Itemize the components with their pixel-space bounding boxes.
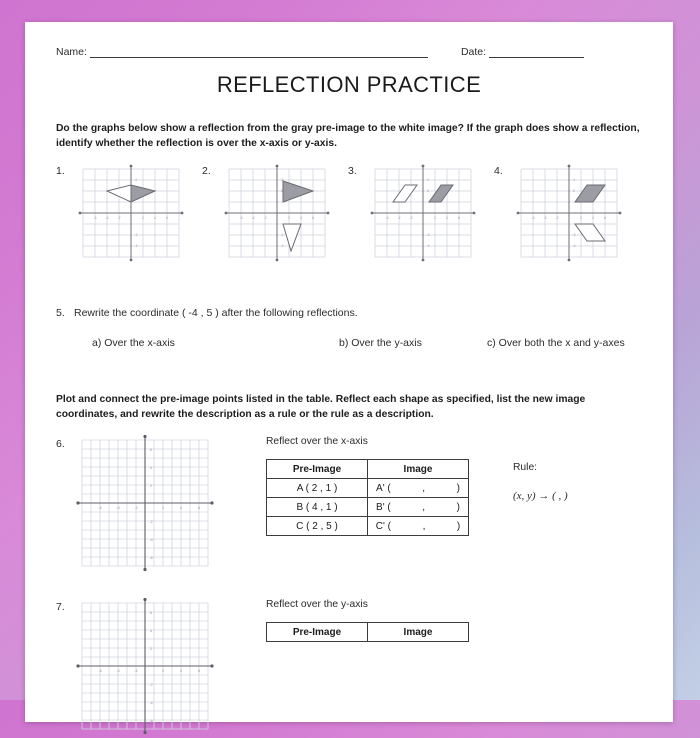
svg-text:-6: -6: [98, 506, 102, 511]
svg-text:-2: -2: [280, 233, 284, 238]
svg-text:-4: -4: [543, 216, 547, 221]
table-row: [267, 498, 469, 517]
question-6-rule-expression[interactable]: (x, y) → ( , ): [513, 490, 568, 503]
svg-text:2: 2: [288, 216, 290, 221]
svg-text:-6: -6: [149, 556, 153, 561]
question-5-option-c[interactable]: c) Over both the x and y-axes: [487, 337, 625, 350]
graph-canvas-3[interactable]: [364, 163, 482, 263]
section1-instruction: Do the graphs below show a reflection from the gray pre-image to the white image? If the graph does show a reflection, identify whether the reflection is over the x-axis or y-axis.: [56, 123, 640, 149]
image-cell-c-comma: ,: [422, 520, 426, 532]
svg-text:4: 4: [150, 629, 152, 634]
question-6-grid[interactable]: [74, 436, 224, 575]
svg-text:4: 4: [427, 178, 429, 183]
name-label: Name:: [56, 46, 87, 58]
graph-canvas-4[interactable]: [510, 163, 628, 263]
question-6-reflect-label: Reflect over the x-axis: [266, 436, 368, 448]
date-label: Date:: [460, 46, 487, 58]
graph-item-3: [348, 163, 494, 263]
svg-text:-4: -4: [116, 669, 120, 674]
svg-text:6: 6: [198, 506, 200, 511]
image-cell-b-close: ): [456, 501, 460, 513]
image-cell-b-prefix: B' (: [376, 501, 391, 513]
question-5-option-b[interactable]: b) Over the y-axis: [339, 337, 422, 350]
image-cell-a-comma: ,: [422, 482, 426, 494]
question-6-table: [266, 459, 469, 536]
column-header-image: Image: [368, 623, 469, 642]
svg-text:-4: -4: [149, 538, 153, 543]
shape-white-parallelogram: [393, 185, 417, 202]
svg-text:4: 4: [573, 178, 575, 183]
question-7-right: [266, 599, 469, 738]
name-input-line[interactable]: [90, 47, 428, 58]
svg-text:-2: -2: [409, 216, 413, 221]
graph-number-3: 3.: [348, 165, 357, 178]
image-cell-b[interactable]: [368, 498, 469, 517]
worksheet-page: [25, 22, 673, 722]
svg-text:-2: -2: [117, 216, 121, 221]
svg-text:2: 2: [142, 216, 144, 221]
svg-text:6: 6: [604, 216, 606, 221]
svg-text:-2: -2: [149, 683, 153, 688]
svg-text:6: 6: [166, 216, 168, 221]
svg-text:2: 2: [162, 669, 164, 674]
svg-text:4: 4: [446, 216, 448, 221]
svg-text:-4: -4: [251, 216, 255, 221]
question-5-option-a[interactable]: a) Over the x-axis: [92, 337, 175, 350]
question-6-rule-label: Rule:: [513, 462, 538, 474]
svg-text:6: 6: [312, 216, 314, 221]
section2-instruction: Plot and connect the pre-image points listed in the table. Reflect each shape as specified, list the new image coordinates, and rewrite the description as a rule or the rule as a description.: [56, 394, 586, 420]
svg-text:-4: -4: [280, 244, 284, 249]
svg-text:2: 2: [573, 189, 575, 194]
column-header-pre-image: Pre-Image: [267, 460, 368, 479]
svg-text:-2: -2: [134, 669, 138, 674]
svg-text:4: 4: [135, 178, 137, 183]
svg-text:4: 4: [300, 216, 302, 221]
page-title: REFLECTION PRACTICE: [216, 72, 482, 97]
table-row: [267, 479, 469, 498]
question-7-table: [266, 622, 469, 642]
svg-text:4: 4: [281, 178, 283, 183]
svg-text:-4: -4: [149, 701, 153, 706]
image-cell-a[interactable]: [368, 479, 469, 498]
svg-text:-6: -6: [239, 216, 243, 221]
svg-text:6: 6: [150, 611, 152, 616]
graph-item-2: [202, 163, 348, 263]
date-input-line[interactable]: [489, 47, 584, 58]
svg-text:6: 6: [458, 216, 460, 221]
svg-text:2: 2: [427, 189, 429, 194]
table-header-row: [267, 460, 469, 479]
question-6: [56, 436, 642, 575]
question-7: [56, 599, 642, 738]
question-6-rule: [513, 436, 663, 575]
svg-text:-2: -2: [149, 520, 153, 525]
graph-canvas-1[interactable]: [72, 163, 190, 263]
image-cell-b-comma: ,: [422, 501, 426, 513]
svg-text:4: 4: [180, 669, 182, 674]
svg-text:-4: -4: [116, 506, 120, 511]
question-6-number: 6.: [56, 438, 65, 451]
section2: [56, 393, 642, 738]
svg-text:4: 4: [150, 466, 152, 471]
graph-number-4: 4.: [494, 165, 503, 178]
svg-text:-4: -4: [134, 244, 138, 249]
graph-number-2: 2.: [202, 165, 211, 178]
svg-text:-6: -6: [93, 216, 97, 221]
svg-text:4: 4: [592, 216, 594, 221]
graph-number-1: 1.: [56, 165, 65, 178]
svg-text:-2: -2: [134, 233, 138, 238]
graph-canvas-2[interactable]: [218, 163, 336, 263]
image-cell-a-prefix: A' (: [376, 482, 391, 494]
image-cell-c[interactable]: [368, 517, 469, 536]
svg-text:2: 2: [162, 506, 164, 511]
svg-text:-2: -2: [572, 233, 576, 238]
shape-white-triangle-down: [283, 224, 301, 251]
pre-image-cell-c: C ( 2 , 5 ): [267, 517, 368, 536]
pre-image-cell-a: A ( 2 , 1 ): [267, 479, 368, 498]
svg-text:-6: -6: [149, 719, 153, 724]
image-cell-a-close: ): [456, 482, 460, 494]
question-7-grid[interactable]: [74, 599, 224, 738]
svg-text:-4: -4: [397, 216, 401, 221]
svg-text:2: 2: [150, 647, 152, 652]
question-5: [56, 307, 642, 349]
svg-text:6: 6: [198, 669, 200, 674]
svg-text:-2: -2: [134, 506, 138, 511]
pre-image-cell-b: B ( 4 , 1 ): [267, 498, 368, 517]
graph-item-4: [494, 163, 640, 263]
svg-text:4: 4: [180, 506, 182, 511]
question-7-number: 7.: [56, 601, 65, 614]
table-row: [267, 517, 469, 536]
svg-text:2: 2: [434, 216, 436, 221]
svg-text:-2: -2: [263, 216, 267, 221]
table-header-row: [267, 623, 469, 642]
svg-text:-4: -4: [426, 244, 430, 249]
image-cell-c-close: ): [456, 520, 461, 532]
question-7-reflect-label: Reflect over the y-axis: [266, 599, 368, 611]
svg-text:-4: -4: [572, 244, 576, 249]
question-5-options: [92, 337, 642, 349]
question-6-right: [266, 436, 469, 575]
image-cell-c-prefix: C' (: [375, 520, 391, 532]
svg-text:-6: -6: [531, 216, 535, 221]
graph-item-1: [56, 163, 202, 263]
svg-text:-4: -4: [105, 216, 109, 221]
question-5-number: 5.: [56, 307, 65, 320]
svg-text:6: 6: [150, 448, 152, 453]
worksheet-content: [56, 40, 642, 738]
shape-gray-parallelogram: [575, 185, 605, 202]
question-5-prompt: Rewrite the coordinate ( -4 , 5 ) after the following reflections.: [74, 307, 358, 320]
svg-text:2: 2: [281, 189, 283, 194]
shape-gray-parallelogram: [429, 185, 453, 202]
shape-gray-triangle-right: [283, 181, 313, 202]
shape-white-parallelogram: [575, 224, 605, 241]
svg-text:2: 2: [580, 216, 582, 221]
reflection-graph-row: [56, 163, 642, 263]
svg-text:-6: -6: [98, 669, 102, 674]
svg-text:-6: -6: [385, 216, 389, 221]
column-header-image: Image: [368, 460, 469, 479]
name-date-row: [56, 40, 642, 58]
svg-text:-2: -2: [555, 216, 559, 221]
svg-text:4: 4: [154, 216, 156, 221]
svg-text:-2: -2: [426, 233, 430, 238]
column-header-pre-image: Pre-Image: [267, 623, 368, 642]
svg-text:2: 2: [150, 484, 152, 489]
